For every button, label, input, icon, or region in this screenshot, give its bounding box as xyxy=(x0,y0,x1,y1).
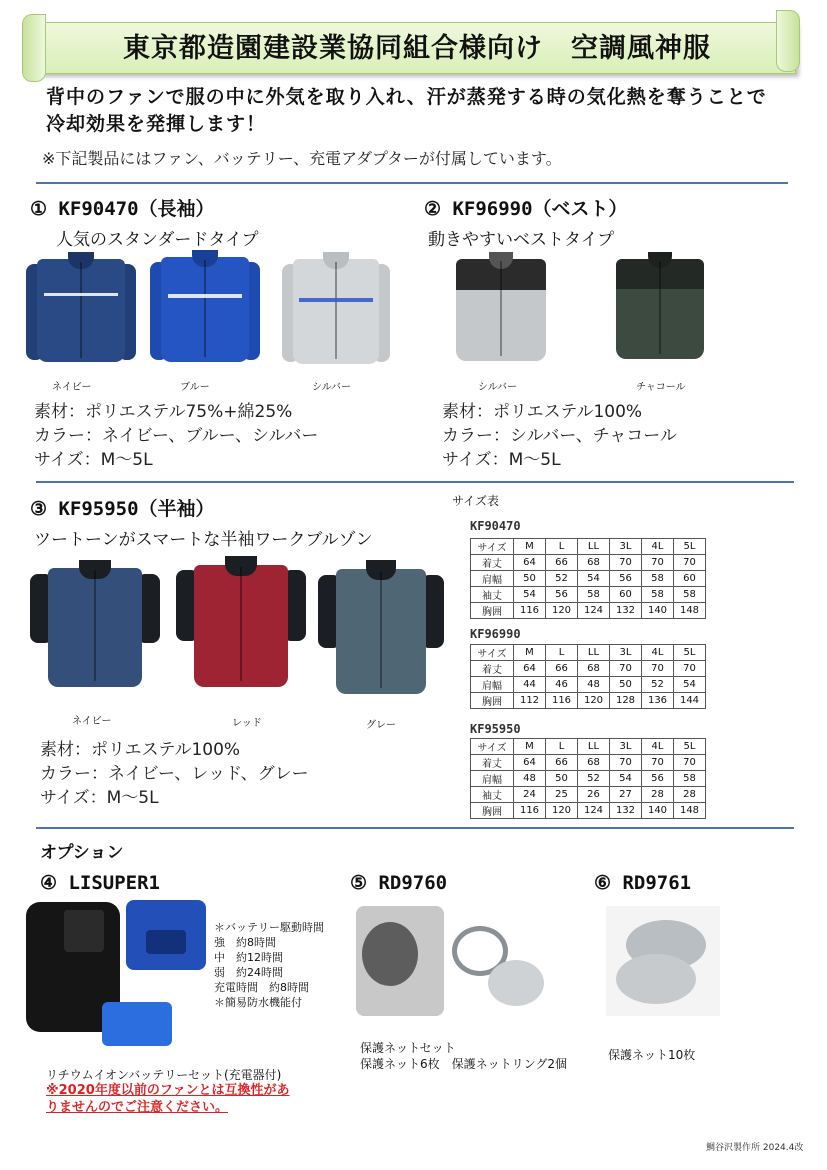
table-cell: 120 xyxy=(578,693,610,709)
table-header-row xyxy=(471,739,706,755)
table-cell: 52 xyxy=(546,571,578,587)
option-6-caption: 保護ネット10枚 xyxy=(608,1048,696,1062)
vest-silver-image xyxy=(452,252,550,370)
table-cell: M xyxy=(514,645,546,661)
table-row xyxy=(471,555,706,571)
table-header-row xyxy=(471,645,706,661)
table-cell: サイズ xyxy=(471,739,514,755)
table-row xyxy=(471,803,706,819)
size-table-label: KF95950 xyxy=(470,722,521,736)
table-cell: 70 xyxy=(610,661,642,677)
table-cell: 52 xyxy=(578,771,610,787)
table-cell: 28 xyxy=(642,787,674,803)
section-divider xyxy=(36,827,794,829)
table-row xyxy=(471,755,706,771)
size-text: サイズ：M〜5L xyxy=(40,788,159,808)
table-row xyxy=(471,771,706,787)
table-cell: 着丈 xyxy=(471,661,514,677)
table-cell: 50 xyxy=(546,771,578,787)
table-cell: 58 xyxy=(674,587,706,603)
section-divider xyxy=(36,182,788,184)
table-cell: 4L xyxy=(642,739,674,755)
table-cell: 56 xyxy=(642,771,674,787)
net-image xyxy=(488,960,544,1006)
color-caption: ブルー xyxy=(180,382,210,393)
table-cell: 胸囲 xyxy=(471,803,514,819)
jacket-blue-image xyxy=(150,250,260,372)
product-1-heading: ① KF90470（長袖） xyxy=(30,198,215,220)
battery-caption: リチウムイオンバッテリーセット(充電器付) xyxy=(46,1068,282,1082)
colors-text: カラー：ネイビー、ブルー、シルバー xyxy=(34,426,319,446)
table-cell: 肩幅 xyxy=(471,677,514,693)
table-cell: 5L xyxy=(674,539,706,555)
table-cell: 24 xyxy=(514,787,546,803)
fan-net-image xyxy=(356,906,444,1016)
table-cell: 124 xyxy=(578,603,610,619)
table-cell: 132 xyxy=(610,603,642,619)
table-cell: 64 xyxy=(514,755,546,771)
option-4-heading: ④ LISUPER1 xyxy=(40,872,160,894)
table-cell: 70 xyxy=(642,555,674,571)
table-cell: 25 xyxy=(546,787,578,803)
table-cell: 132 xyxy=(610,803,642,819)
table-cell: 26 xyxy=(578,787,610,803)
table-cell: 66 xyxy=(546,661,578,677)
spec-line: 中 約12時間 xyxy=(214,951,283,964)
table-cell: 70 xyxy=(674,555,706,571)
intro-text: 背中のファンで服の中に外気を取り入れ、汗が蒸発する時の気化熱を奪うことで冷却効果を発揮します！ xyxy=(46,86,767,135)
table-cell: 54 xyxy=(578,571,610,587)
color-caption: チャコール xyxy=(636,382,686,393)
table-cell: 着丈 xyxy=(471,755,514,771)
table-row xyxy=(471,571,706,587)
product-1-tagline: 人気のスタンダードタイプ xyxy=(56,230,259,250)
table-cell: L xyxy=(546,539,578,555)
title-banner xyxy=(22,14,800,74)
table-cell: 120 xyxy=(546,603,578,619)
table-row xyxy=(471,587,706,603)
table-cell: 148 xyxy=(674,603,706,619)
table-cell: 116 xyxy=(514,803,546,819)
table-cell: 袖丈 xyxy=(471,587,514,603)
table-cell: 140 xyxy=(642,603,674,619)
compatibility-warning: ※2020年度以前のファンとは互換性がありませんのでご注意ください。 xyxy=(46,1083,290,1115)
material-text: 素材：ポリエステル100% xyxy=(442,402,643,422)
table-cell: 124 xyxy=(578,803,610,819)
table-cell: 60 xyxy=(610,587,642,603)
table-cell: 肩幅 xyxy=(471,771,514,787)
footer-credit: 鯛谷沢製作所 2024.4改 xyxy=(706,1143,804,1153)
size-table-label: KF96990 xyxy=(470,627,521,641)
size-table-caption: サイズ表 xyxy=(452,494,500,508)
table-cell: 70 xyxy=(642,661,674,677)
table-cell: LL xyxy=(578,645,610,661)
spec-line: ＊簡易防水機能付 xyxy=(214,996,302,1009)
table-cell: 58 xyxy=(642,571,674,587)
color-caption: シルバー xyxy=(312,382,352,393)
vest-charcoal-image xyxy=(612,252,708,368)
spec-line: 弱 約24時間 xyxy=(214,966,283,979)
battery-pouch-image xyxy=(126,900,206,970)
included-note: ※下記製品にはファン、バッテリー、充電アダプターが付属しています。 xyxy=(42,149,562,168)
color-caption: ネイビー xyxy=(72,716,112,727)
table-cell: 70 xyxy=(610,555,642,571)
table-cell: 70 xyxy=(674,661,706,677)
product-3-heading: ③ KF95950（半袖） xyxy=(30,498,215,520)
table-cell: 4L xyxy=(642,645,674,661)
material-text: 素材：ポリエステル75%+綿25% xyxy=(34,402,293,422)
table-cell: 116 xyxy=(514,603,546,619)
table-cell: 48 xyxy=(514,771,546,787)
table-cell: 3L xyxy=(610,645,642,661)
jacket-silver-image xyxy=(282,252,390,374)
table-cell: 胸囲 xyxy=(471,603,514,619)
table-cell: サイズ xyxy=(471,539,514,555)
size-text: サイズ：M〜5L xyxy=(34,450,153,470)
option-5-heading: ⑤ RD9760 xyxy=(350,872,448,894)
nets-image xyxy=(606,906,720,1016)
table-cell: 58 xyxy=(674,771,706,787)
colors-text: カラー：シルバー、チャコール xyxy=(442,426,677,446)
table-cell: 56 xyxy=(546,587,578,603)
table-cell: M xyxy=(514,739,546,755)
size-table xyxy=(470,644,706,709)
size-table xyxy=(470,538,706,619)
spec-line: 充電時間 約8時間 xyxy=(214,981,309,994)
table-cell: M xyxy=(514,539,546,555)
table-cell: 64 xyxy=(514,555,546,571)
table-cell: 120 xyxy=(546,803,578,819)
table-cell: 着丈 xyxy=(471,555,514,571)
material-text: 素材：ポリエステル100% xyxy=(40,740,241,760)
color-caption: グレー xyxy=(366,720,396,731)
battery-specs xyxy=(214,920,324,1010)
table-cell: 袖丈 xyxy=(471,787,514,803)
table-cell: 3L xyxy=(610,739,642,755)
product-1-specs xyxy=(34,400,318,472)
halfsleeve-navy-image xyxy=(30,560,160,698)
table-cell: 68 xyxy=(578,755,610,771)
option-6-heading: ⑥ RD9761 xyxy=(594,872,692,894)
spec-line: 強 約8時間 xyxy=(214,936,276,949)
table-cell: 116 xyxy=(546,693,578,709)
table-cell: 70 xyxy=(642,755,674,771)
table-cell: 28 xyxy=(674,787,706,803)
size-text: サイズ：M〜5L xyxy=(442,450,561,470)
table-cell: 70 xyxy=(674,755,706,771)
spec-line: ＊バッテリー駆動時間 xyxy=(214,921,324,934)
colors-text: カラー：ネイビー、レッド、グレー xyxy=(40,764,309,784)
table-cell: 胸囲 xyxy=(471,693,514,709)
table-cell: 27 xyxy=(610,787,642,803)
table-cell: 148 xyxy=(674,803,706,819)
table-cell: 50 xyxy=(514,571,546,587)
caption-line: 保護ネットセット xyxy=(360,1041,456,1055)
page-title: 東京都造園建設業協同組合様向け 空調風神服 xyxy=(123,33,711,64)
table-cell: 66 xyxy=(546,555,578,571)
table-cell: LL xyxy=(578,739,610,755)
table-cell: 140 xyxy=(642,803,674,819)
size-table-label: KF90470 xyxy=(470,519,521,533)
table-row xyxy=(471,603,706,619)
product-2-tagline: 動きやすいベストタイプ xyxy=(428,230,615,250)
table-row xyxy=(471,787,706,803)
table-row xyxy=(471,693,706,709)
table-cell: 58 xyxy=(578,587,610,603)
table-cell: 44 xyxy=(514,677,546,693)
table-cell: 58 xyxy=(642,587,674,603)
table-header-row xyxy=(471,539,706,555)
table-cell: 64 xyxy=(514,661,546,677)
product-2-specs xyxy=(442,400,677,472)
table-cell: 肩幅 xyxy=(471,571,514,587)
table-cell: L xyxy=(546,645,578,661)
table-cell: 54 xyxy=(610,771,642,787)
table-cell: サイズ xyxy=(471,645,514,661)
charger-image xyxy=(102,1002,172,1046)
color-caption: レッド xyxy=(232,718,262,729)
battery-display xyxy=(64,910,104,952)
table-cell: 128 xyxy=(610,693,642,709)
table-cell: 136 xyxy=(642,693,674,709)
table-cell: 4L xyxy=(642,539,674,555)
color-caption: ネイビー xyxy=(52,382,92,393)
table-cell: 68 xyxy=(578,555,610,571)
caption-line: 保護ネット6枚 保護ネットリング2個 xyxy=(360,1057,568,1071)
table-cell: 54 xyxy=(674,677,706,693)
size-table xyxy=(470,738,706,819)
halfsleeve-red-image xyxy=(176,556,306,698)
jacket-navy-image xyxy=(26,252,136,372)
table-row xyxy=(471,677,706,693)
table-cell: 60 xyxy=(674,571,706,587)
product-3-specs xyxy=(40,738,309,810)
options-title: オプション xyxy=(40,843,124,863)
table-cell: 48 xyxy=(578,677,610,693)
table-cell: L xyxy=(546,739,578,755)
table-cell: LL xyxy=(578,539,610,555)
table-cell: 144 xyxy=(674,693,706,709)
table-cell: 68 xyxy=(578,661,610,677)
table-row xyxy=(471,661,706,677)
option-5-caption xyxy=(360,1040,567,1072)
table-cell: 70 xyxy=(610,755,642,771)
halfsleeve-gray-image xyxy=(318,560,444,706)
product-2-heading: ② KF96990（ベスト） xyxy=(424,198,628,220)
color-caption: シルバー xyxy=(478,382,518,393)
section-divider xyxy=(36,481,794,483)
table-cell: 5L xyxy=(674,645,706,661)
table-cell: 66 xyxy=(546,755,578,771)
product-3-tagline: ツートーンがスマートな半袖ワークブルゾン xyxy=(34,530,373,550)
table-cell: 50 xyxy=(610,677,642,693)
table-cell: 56 xyxy=(610,571,642,587)
table-cell: 112 xyxy=(514,693,546,709)
table-cell: 52 xyxy=(642,677,674,693)
table-cell: 46 xyxy=(546,677,578,693)
table-cell: 5L xyxy=(674,739,706,755)
table-cell: 54 xyxy=(514,587,546,603)
table-cell: 3L xyxy=(610,539,642,555)
banner-curl-left xyxy=(22,14,46,82)
